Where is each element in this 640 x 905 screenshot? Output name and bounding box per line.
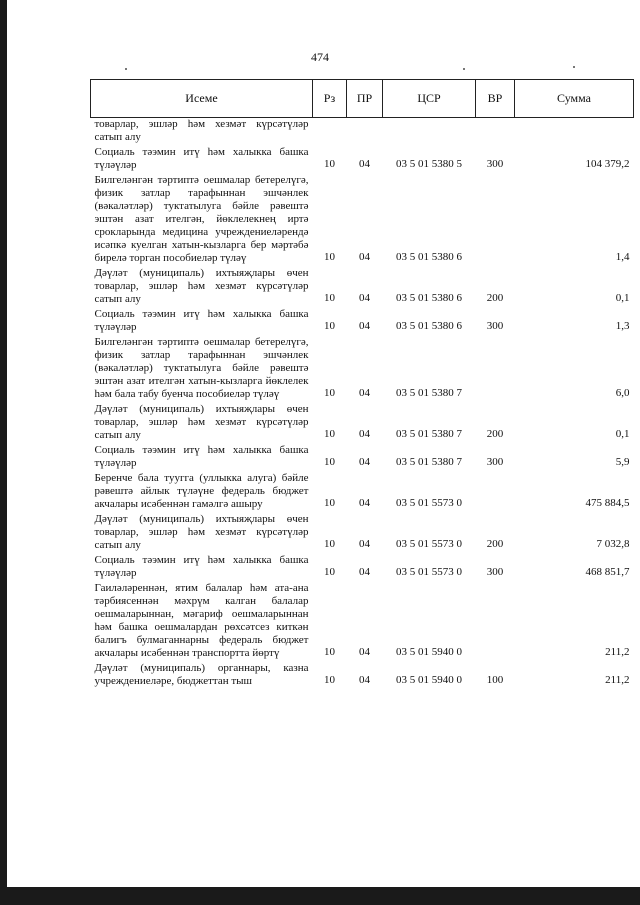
row-pr: 04	[359, 566, 370, 578]
header-name: Исеме	[91, 80, 313, 118]
row-pr	[347, 118, 383, 145]
row-vr: 200	[486, 428, 504, 440]
header-pr: ПР	[347, 80, 383, 118]
row-pr: 04	[359, 456, 370, 468]
table-row	[91, 470, 634, 511]
row-sum	[515, 118, 634, 145]
row-csr: 03 5 01 5940 0	[396, 646, 462, 658]
row-csr: 03 5 01 5380 6	[396, 251, 462, 263]
row-vr	[476, 172, 515, 265]
scan-edge-bottom	[0, 887, 640, 905]
row-pr: 04	[359, 538, 370, 550]
row-rz: 10	[324, 497, 335, 509]
scan-speck	[463, 68, 465, 70]
row-rz: 10	[324, 428, 335, 440]
table-body	[91, 118, 634, 689]
row-vr: 300	[486, 456, 504, 468]
header-csr: ЦСР	[383, 80, 476, 118]
header-sum: Сумма	[515, 80, 634, 118]
table-row	[91, 306, 634, 334]
row-rz: 10	[324, 674, 335, 686]
row-pr: 04	[359, 292, 370, 304]
row-name: Гаиләләреннән, ятим балалар һәм ата-ана тәрбиясеннән мәхрүм калган балалар оешмаларыннан, мәгариф оешмаларыннан һәм башка оешмалардан рөхсәтсез киткән балигъ булмаганнарны федераль бюджет акчалары исәбеннән транспортта йөртү	[94, 582, 309, 659]
row-csr: 03 5 01 5573 0	[396, 538, 462, 550]
row-rz: 10	[324, 646, 335, 658]
row-rz: 10	[324, 538, 335, 550]
row-pr: 04	[359, 320, 370, 332]
scan-speck	[125, 68, 127, 70]
row-sum: 1,4	[615, 251, 630, 263]
row-name: Билгеләнгән тәртиптә оешмалар бетерелүгә, физик затлар тарафыннан эшчәнлек (вәкаләтләр) туктатылуга бәйле рәвештә эштән азат ителгән, йөклелекнең иртә срокларында медицина учреждениеләрендә исәпкә куелган хатын-кызларга бер мәртәбә бирелә торган пособиеләр түләү	[94, 174, 309, 264]
row-sum: 5,9	[615, 456, 630, 468]
row-name: Беренче бала туугга (уллыкка алуга) бәйле рәвештә айлык түләүне федераль бюджет акчалары исәбеннән гамәлгә ашыру	[94, 472, 309, 510]
row-sum: 104 379,2	[585, 158, 630, 170]
table-row	[91, 172, 634, 265]
table-row	[91, 144, 634, 172]
row-csr: 03 5 01 5380 7	[396, 387, 462, 399]
row-vr	[476, 118, 515, 145]
row-vr: 300	[486, 158, 504, 170]
row-sum: 475 884,5	[585, 497, 630, 509]
row-name: Дәүләт (муниципаль) ихтыяҗлары өчен товарлар, эшләр һәм хезмәт күрсәтүләр сатып алу	[94, 267, 309, 305]
header-rz: Рз	[313, 80, 347, 118]
row-name: товарлар, эшләр һәм хезмәт күрсәтүләр сатып алу	[94, 118, 309, 143]
row-rz: 10	[324, 158, 335, 170]
table-row	[91, 265, 634, 306]
row-pr: 04	[359, 674, 370, 686]
row-csr: 03 5 01 5380 6	[396, 320, 462, 332]
scan-speck	[573, 66, 575, 68]
row-sum: 6,0	[615, 387, 630, 399]
table-header-row	[91, 80, 634, 118]
row-name: Дәүләт (муниципаль) органнары, казна учреждениеләре, бюджеттан тыш	[94, 662, 309, 687]
header-vr: ВР	[476, 80, 515, 118]
row-name: Билгеләнгән тәртиптә оешмалар бетерелүгә, физик затлар тарафыннан эшчәнлек (вәкаләтләр) туктатылуга бәйле рәвештә эштән азат ителгән хатын-кызларга йөклелек һәм бала табу буенча пособиеләр түләү	[94, 336, 309, 400]
table-row	[91, 580, 634, 660]
row-rz: 10	[324, 292, 335, 304]
row-vr: 200	[486, 538, 504, 550]
row-csr: 03 5 01 5573 0	[396, 566, 462, 578]
row-pr: 04	[359, 387, 370, 399]
row-sum: 1,3	[615, 320, 630, 332]
row-rz: 10	[324, 566, 335, 578]
row-csr: 03 5 01 5573 0	[396, 497, 462, 509]
row-sum: 0,1	[615, 292, 630, 304]
row-csr	[383, 118, 476, 145]
row-name: Социаль тәэмин итү һәм халыкка башка түләүләр	[94, 146, 309, 171]
row-rz: 10	[324, 320, 335, 332]
row-rz: 10	[324, 387, 335, 399]
row-sum: 0,1	[615, 428, 630, 440]
row-name: Дәүләт (муниципаль) ихтыяҗлары өчен товарлар, эшләр һәм хезмәт күрсәтүләр сатып алу	[94, 513, 309, 551]
row-csr: 03 5 01 5380 7	[396, 428, 462, 440]
row-pr: 04	[359, 251, 370, 263]
row-csr: 03 5 01 5380 7	[396, 456, 462, 468]
table-row	[91, 118, 634, 145]
table-row	[91, 401, 634, 442]
row-sum: 468 851,7	[585, 566, 630, 578]
row-vr: 300	[486, 320, 504, 332]
row-rz: 10	[324, 251, 335, 263]
row-vr	[476, 334, 515, 401]
row-csr: 03 5 01 5380 6	[396, 292, 462, 304]
row-pr: 04	[359, 158, 370, 170]
row-name: Социаль тәэмин итү һәм халыкка башка түләүләр	[94, 308, 309, 333]
row-name: Дәүләт (муниципаль) ихтыяҗлары өчен товарлар, эшләр һәм хезмәт күрсәтүләр сатып алу	[94, 403, 309, 441]
row-sum: 211,2	[605, 646, 630, 658]
table-row	[91, 442, 634, 470]
scan-edge-left	[0, 0, 7, 905]
row-vr: 300	[486, 566, 504, 578]
row-sum: 7 032,8	[596, 538, 630, 550]
row-vr	[476, 580, 515, 660]
page-number: 474	[311, 50, 329, 64]
table-row	[91, 511, 634, 552]
table-row	[91, 334, 634, 401]
row-name: Социаль тәэмин итү һәм халыкка башка түләүләр	[94, 554, 309, 579]
row-vr	[476, 470, 515, 511]
row-pr: 04	[359, 497, 370, 509]
row-csr: 03 5 01 5940 0	[396, 674, 462, 686]
row-sum: 211,2	[605, 674, 630, 686]
budget-table	[90, 79, 634, 688]
row-rz	[313, 118, 347, 145]
row-csr: 03 5 01 5380 5	[396, 158, 462, 170]
row-pr: 04	[359, 646, 370, 658]
row-rz: 10	[324, 456, 335, 468]
row-pr: 04	[359, 428, 370, 440]
table-row	[91, 552, 634, 580]
table-row	[91, 660, 634, 688]
row-vr: 100	[486, 674, 504, 686]
row-name: Социаль тәэмин итү һәм халыкка башка түләүләр	[94, 444, 309, 469]
row-vr: 200	[486, 292, 504, 304]
